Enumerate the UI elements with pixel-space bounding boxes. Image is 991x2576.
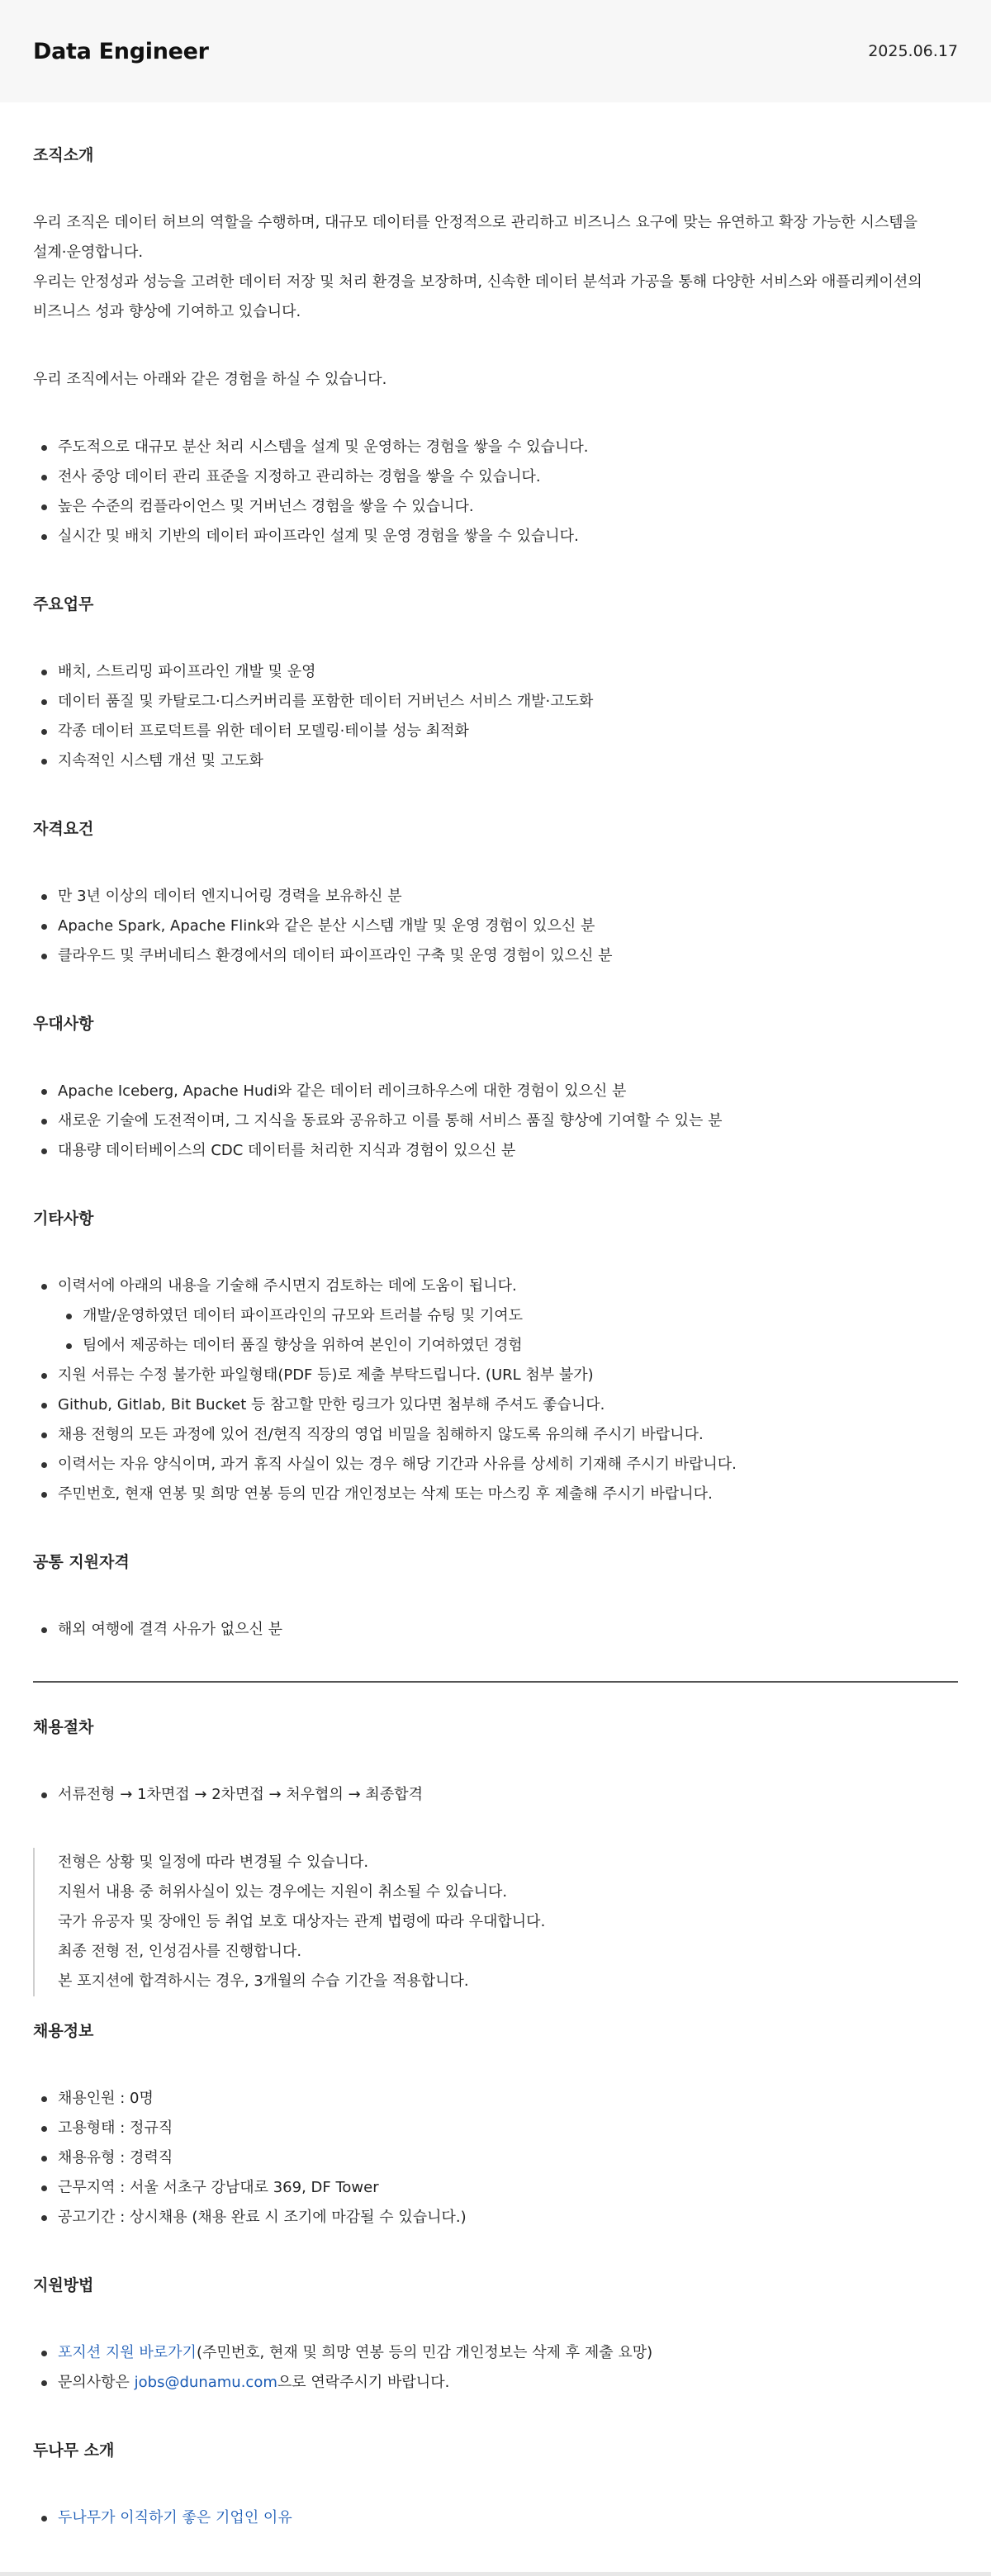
section-title-duties: 주요업무 [33,595,94,613]
list-item: 해외 여행에 결격 사유가 없으신 분 [33,1615,958,1645]
paragraph-line: 우리 조직은 데이터 허브의 역할을 수행하며, 대규모 데이터를 안정적으로 관리하고 비즈니스 요구에 맞는 유연하고 확장 가능한 시스템을 [33,214,918,231]
list-item: 각종 데이터 프로덕트를 위한 데이터 모델링·테이블 성능 최적화 [33,717,958,746]
duties-list [33,657,958,776]
apply-list [33,2338,958,2398]
org-intro-lead: 우리 조직에서는 아래와 같은 경험을 하실 수 있습니다. [33,371,387,388]
list-item: 이력서에 아래의 내용을 기술해 주시면지 검토하는 데에 도움이 됩니다. [33,1271,958,1301]
paragraph-line: 설계·운영합니다. [33,244,144,261]
list-item: 채용 전형의 모든 과정에 있어 전/현직 직장의 영업 비밀을 침해하지 않도록 유의해 주시기 바랍니다. [33,1420,958,1450]
section-title-org-intro: 조직소개 [33,146,94,164]
posting-date: 2025.06.17 [868,42,958,60]
preferred-list [33,1077,958,1166]
list-item: Apache Iceberg, Apache Hudi와 같은 데이터 레이크하우스에 대한 경험이 있으신 분 [33,1077,958,1106]
org-intro-paragraph [33,208,958,327]
paragraph-line: 비즈니스 성과 향상에 기여하고 있습니다. [33,303,301,320]
list-item: 고용형태 : 정규직 [33,2114,958,2143]
list-item [33,2338,958,2368]
page-header [0,0,991,102]
section-title-about: 두나무 소개 [33,2441,115,2460]
sub-list-item: 개발/운영하였던 데이터 파이프라인의 규모와 트러블 슈팅 및 기여도 [33,1301,958,1331]
note-line: 본 포지션에 합격하시는 경우, 3개월의 수습 기간을 적용합니다. [58,1972,469,1990]
process-notes-blockquote [33,1848,958,1996]
list-item: 대용량 데이터베이스의 CDC 데이터를 처리한 지식과 경험이 있으신 분 [33,1136,958,1166]
contact-prefix: 문의사항은 [58,2374,135,2391]
page-title: Data Engineer [33,38,209,64]
section-title-preferred: 우대사항 [33,1015,94,1033]
etc-sub-list [33,1301,958,1361]
section-title-apply: 지원방법 [33,2276,94,2294]
section-title-process: 채용절차 [33,1718,94,1736]
contact-email-link[interactable]: jobs@dunamu.com [134,2374,277,2391]
list-item: 높은 수준의 컴플라이언스 및 거버넌스 경험을 쌓을 수 있습니다. [33,492,958,522]
posting-content [0,102,991,2533]
list-item: 실시간 및 배치 기반의 데이터 파이프라인 설계 및 운영 경험을 쌓을 수 있습니다. [33,522,958,552]
common-list [33,1615,958,1645]
section-title-etc: 기타사항 [33,1210,94,1228]
list-item: 지원 서류는 수정 불가한 파일형태(PDF 등)로 제출 부탁드립니다. (URL 첨부 불가) [33,1361,958,1390]
requirements-list [33,882,958,971]
paragraph-line: 우리는 안정성과 성능을 고려한 데이터 저장 및 처리 환경을 보장하며, 신속한 데이터 분석과 가공을 통해 다양한 서비스와 애플리케이션의 [33,273,922,291]
list-item: Apache Spark, Apache Flink와 같은 분산 시스템 개발 및 운영 경험이 있으신 분 [33,912,958,941]
section-title-info: 채용정보 [33,2022,94,2040]
list-item: 만 3년 이상의 데이터 엔지니어링 경력을 보유하신 분 [33,882,958,912]
list-item: 서류전형 → 1차면접 → 2차면접 → 처우협의 → 최종합격 [33,1780,958,1810]
note-line: 전형은 상황 및 일정에 따라 변경될 수 있습니다. [58,1854,369,1871]
contact-suffix: 으로 연락주시기 바랍니다. [277,2374,450,2391]
list-item: 새로운 기술에 도전적이며, 그 지식을 동료와 공유하고 이를 통해 서비스 품질 향상에 기여할 수 있는 분 [33,1106,958,1136]
list-item: 이력서는 자유 양식이며, 과거 휴직 사실이 있는 경우 해당 기간과 사유를 상세히 기재해 주시기 바랍니다. [33,1450,958,1480]
etc-list [33,1271,958,1301]
list-item [33,2503,958,2533]
list-item: 채용유형 : 경력직 [33,2143,958,2173]
list-item: 데이터 품질 및 카탈로그·디스커버리를 포함한 데이터 거버넌스 서비스 개발·고도화 [33,687,958,717]
info-list [33,2084,958,2233]
list-item: 전사 중앙 데이터 관리 표준을 지정하고 관리하는 경험을 쌓을 수 있습니다. [33,462,958,492]
list-item: Github, Gitlab, Bit Bucket 등 참고할 만한 링크가 있다면 첨부해 주셔도 좋습니다. [33,1390,958,1420]
note-line: 지원서 내용 중 허위사실이 있는 경우에는 지원이 취소될 수 있습니다. [58,1883,508,1901]
about-list [33,2503,958,2533]
list-item: 지속적인 시스템 개선 및 고도화 [33,746,958,776]
page-bottom-edge [0,2572,991,2576]
list-item [33,2368,958,2398]
sub-list-item: 팀에서 제공하는 데이터 품질 향상을 위하여 본인이 기여하였던 경험 [33,1331,958,1361]
apply-link[interactable]: 포지션 지원 바로가기 [58,2344,197,2361]
section-title-common: 공통 지원자격 [33,1553,130,1571]
list-item: 공고기간 : 상시채용 (채용 완료 시 조기에 마감될 수 있습니다.) [33,2203,958,2233]
list-item: 채용인원 : 0명 [33,2084,958,2114]
apply-link-note: (주민번호, 현재 및 희망 연봉 등의 민감 개인정보는 삭제 후 제출 요망) [196,2344,653,2361]
process-list [33,1780,958,1810]
note-line: 최종 전형 전, 인성검사를 진행합니다. [58,1943,302,1960]
org-intro-list [33,433,958,552]
list-item: 클라우드 및 쿠버네티스 환경에서의 데이터 파이프라인 구축 및 운영 경험이 있으신 분 [33,941,958,971]
list-item: 주도적으로 대규모 분산 처리 시스템을 설계 및 운영하는 경험을 쌓을 수 있습니다. [33,433,958,462]
list-item: 주민번호, 현재 연봉 및 희망 연봉 등의 민감 개인정보는 삭제 또는 마스킹 후 제출해 주시기 바랍니다. [33,1480,958,1509]
list-item: 근무지역 : 서울 서초구 강남대로 369, DF Tower [33,2173,958,2203]
etc-list-continued [33,1361,958,1509]
section-title-requirements: 자격요건 [33,820,94,838]
about-link[interactable]: 두나무가 이직하기 좋은 기업인 이유 [58,2509,292,2526]
list-item: 배치, 스트리밍 파이프라인 개발 및 운영 [33,657,958,687]
note-line: 국가 유공자 및 장애인 등 취업 보호 대상자는 관계 법령에 따라 우대합니다. [58,1913,546,1930]
